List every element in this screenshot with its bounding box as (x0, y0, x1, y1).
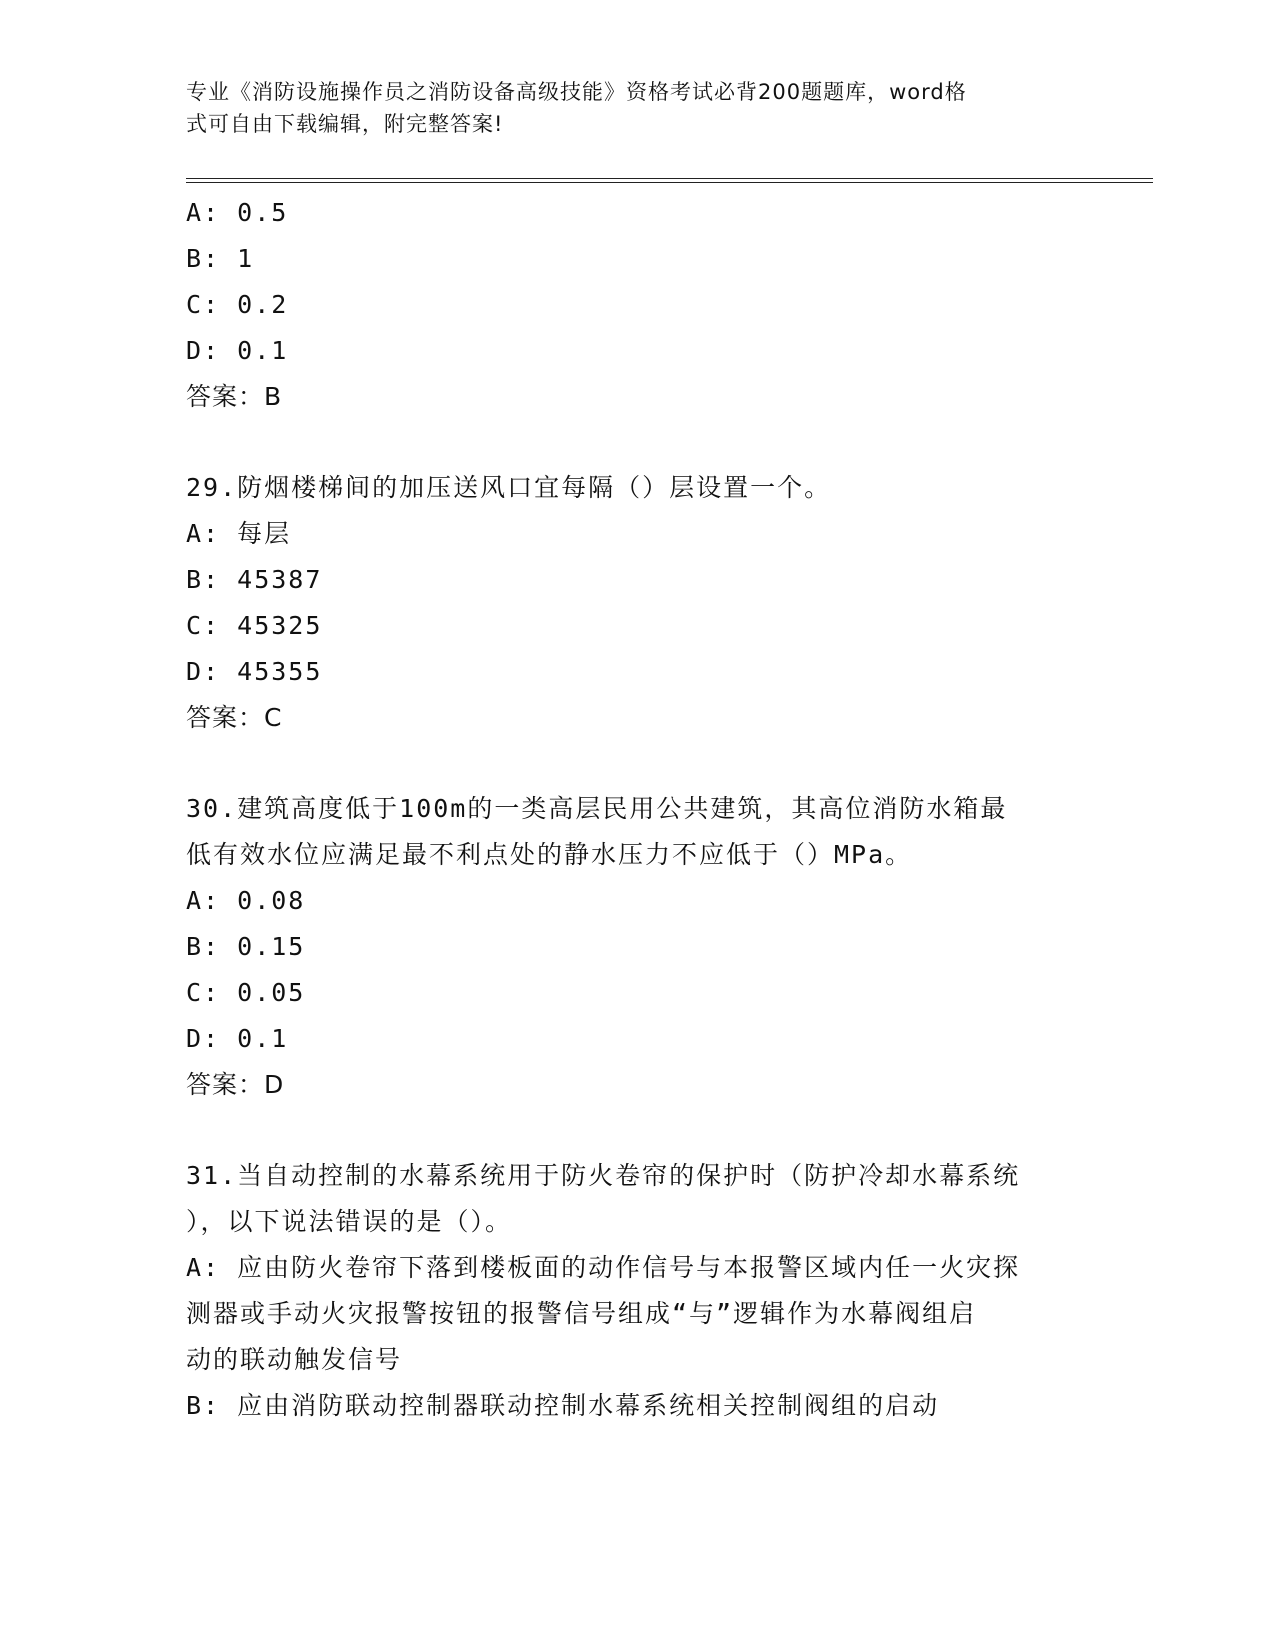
option-c: C: 45325 (186, 611, 323, 640)
question-29 (186, 465, 1086, 741)
document-header (186, 76, 1066, 140)
option-c: C: 0.2 (186, 290, 289, 319)
question-text-line-2: ），以下说法错误的是（）。 (186, 1207, 513, 1236)
option-a-line-1: A: 应由防火卷帘下落到楼板面的动作信号与本报警区域内任一火灾探 (186, 1253, 1021, 1282)
option-d: D: 45355 (186, 657, 323, 686)
question-spacer (186, 1108, 1086, 1153)
question-text: 29.防烟楼梯间的加压送风口宜每隔（）层设置一个。 (186, 473, 832, 502)
option-b: B: 45387 (186, 565, 323, 594)
question-text-line-1: 30.建筑高度低于100m的一类高层民用公共建筑，其高位消防水箱最 (186, 794, 1008, 823)
answer-label: 答案：C (186, 703, 283, 732)
question-list (186, 190, 1086, 1429)
option-b: B: 1 (186, 244, 255, 273)
header-divider-top (186, 178, 1153, 179)
option-b: B: 应由消防联动控制器联动控制水幕系统相关控制阀组的启动 (186, 1391, 940, 1420)
option-b: B: 0.15 (186, 932, 306, 961)
answer-label: 答案：B (186, 382, 283, 411)
option-a-line-3: 动的联动触发信号 (186, 1345, 403, 1374)
question-30 (186, 786, 1086, 1108)
question-spacer (186, 741, 1086, 786)
option-a: A: 0.5 (186, 198, 289, 227)
question-28 (186, 190, 1086, 420)
option-d: D: 0.1 (186, 1024, 289, 1053)
option-d: D: 0.1 (186, 336, 289, 365)
header-divider-bottom (186, 182, 1153, 183)
header-line-2: 式可自由下载编辑，附完整答案! (186, 112, 504, 136)
question-spacer (186, 420, 1086, 465)
option-a: A: 每层 (186, 519, 292, 548)
header-line-1: 专业《消防设施操作员之消防设备高级技能》资格考试必背200题题库，word格 (186, 80, 967, 104)
question-text-line-2: 低有效水位应满足最不利点处的静水压力不应低于（）MPa。 (186, 840, 913, 869)
option-a-line-2: 测器或手动火灾报警按钮的报警信号组成“与”逻辑作为水幕阀组启 (186, 1299, 977, 1328)
question-31 (186, 1153, 1086, 1429)
answer-label: 答案：D (186, 1070, 285, 1099)
option-c: C: 0.05 (186, 978, 306, 1007)
question-text-line-1: 31.当自动控制的水幕系统用于防火卷帘的保护时（防护冷却水幕系统 (186, 1161, 1021, 1190)
option-a: A: 0.08 (186, 886, 306, 915)
